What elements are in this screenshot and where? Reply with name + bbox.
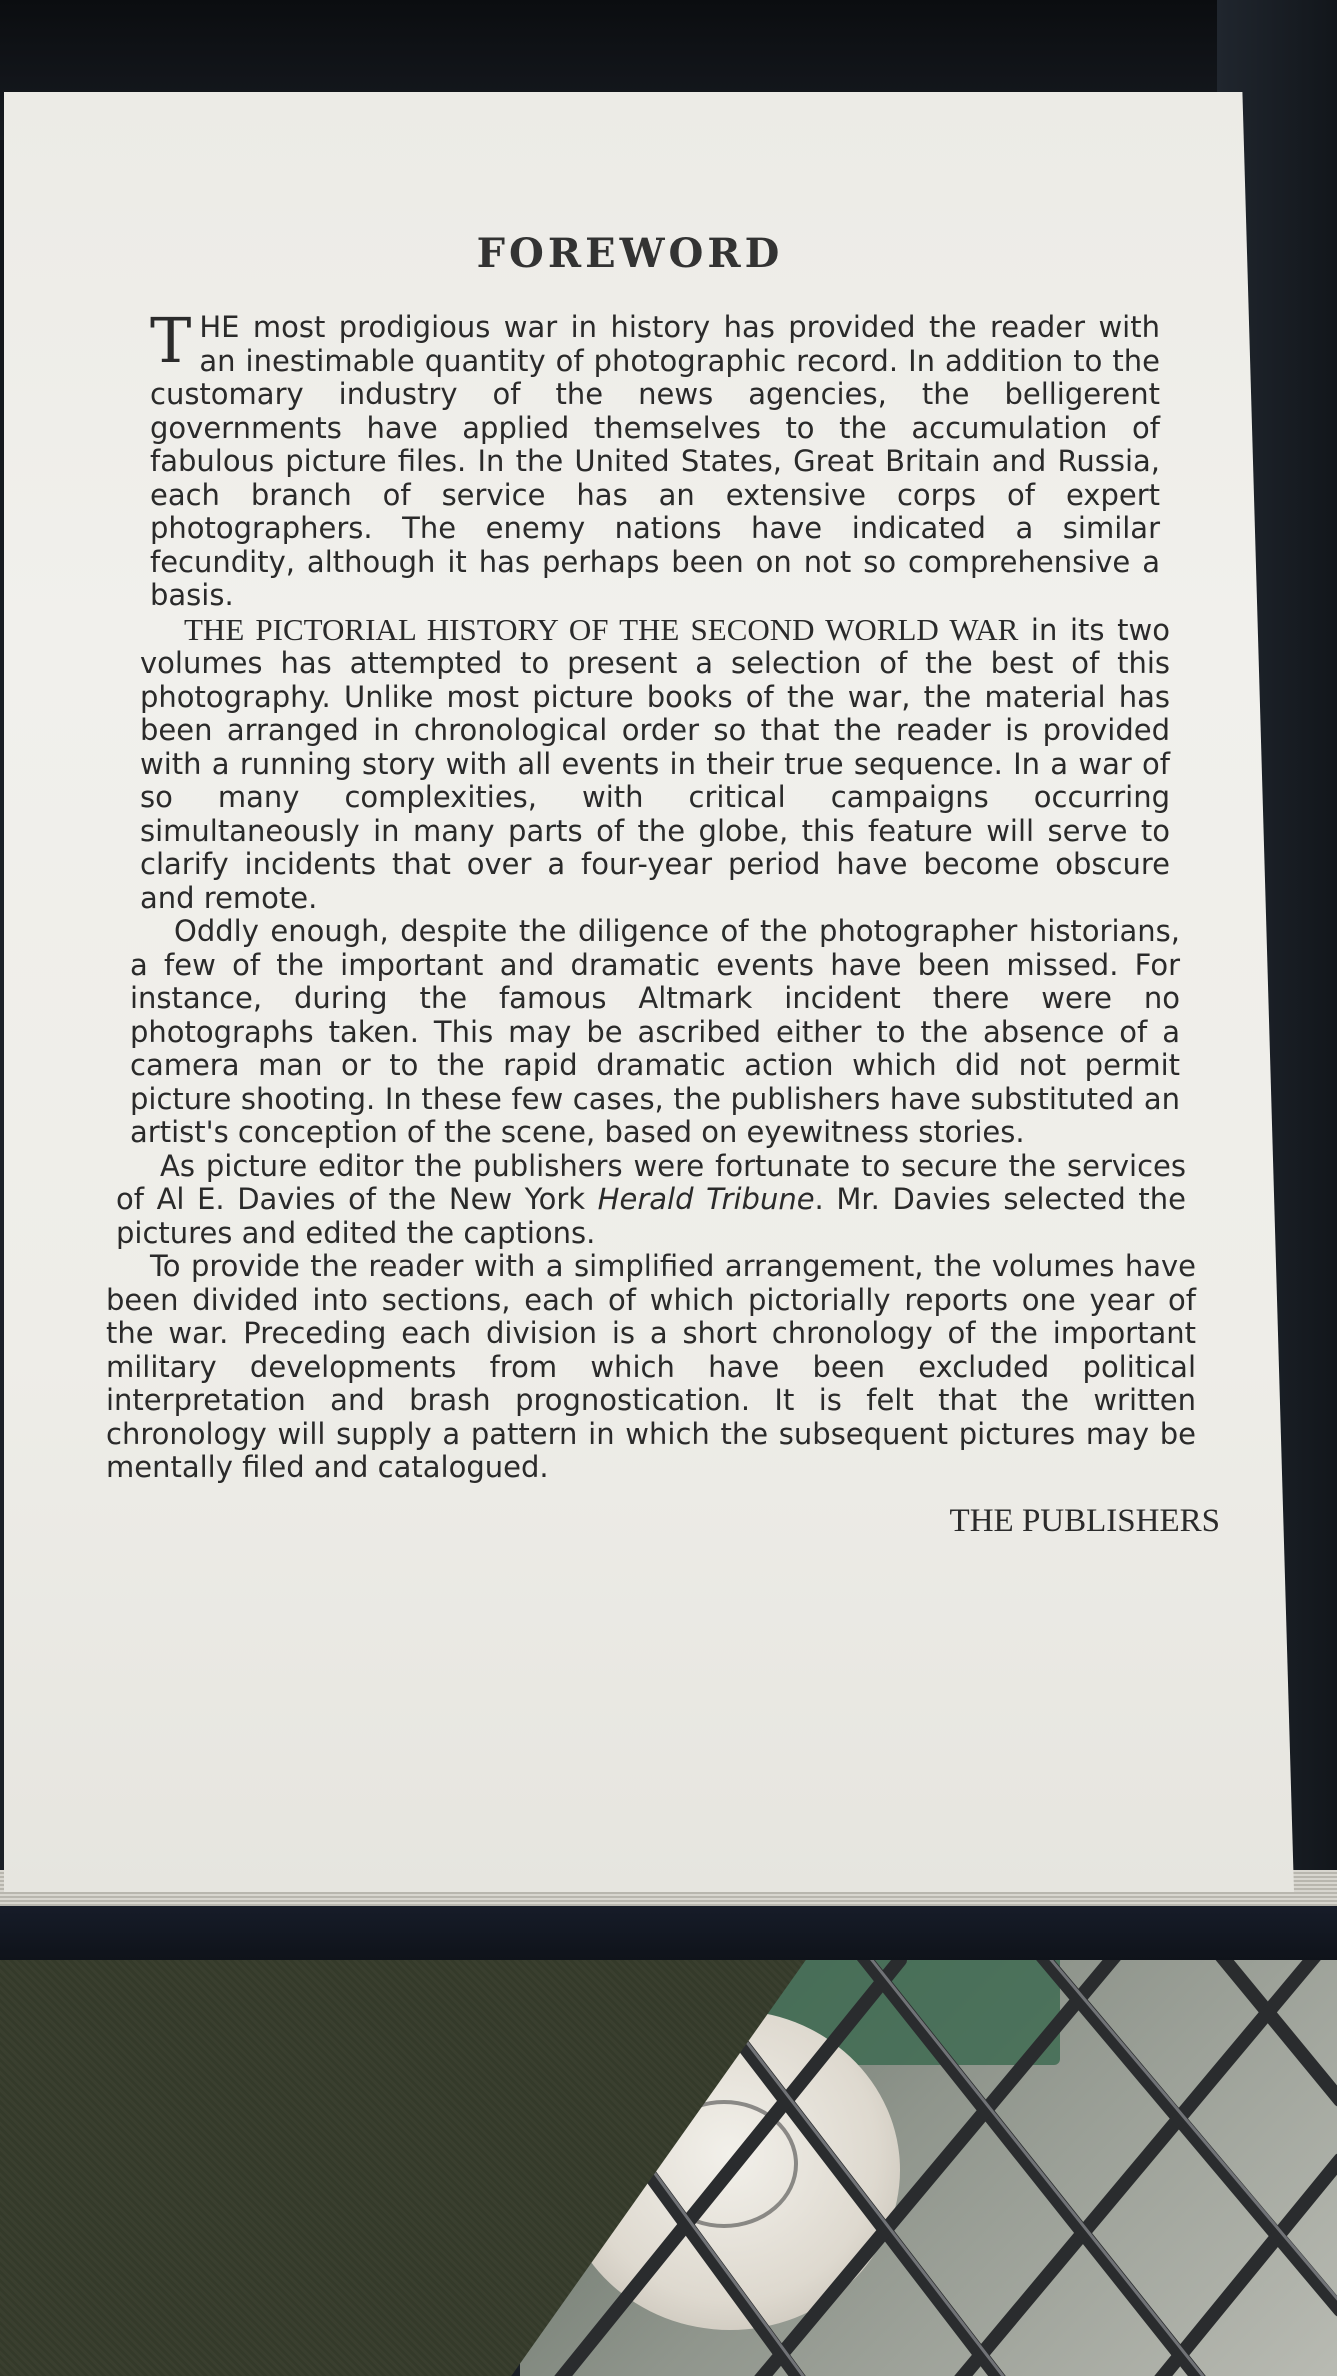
paragraph-2	[140, 613, 1170, 916]
paragraph-1	[150, 304, 1160, 613]
paragraph-4-text-a: As picture editor the publishers were fortunate to secure the services of Al E. Davies of the New York	[116, 1148, 1186, 1216]
book-title-caps: THE PICTORIAL HISTORY OF THE SECOND WORLD WAR	[184, 611, 1019, 647]
paragraph-3: Oddly enough, despite the diligence of the photographer historians, a few of the important and dramatic events have been missed. For instance, during the famous Altmark incident there were no photographs taken. This may be ascribed either to the absence of a camera man or to the rapid dramatic action which did not permit picture shooting. In these few cases, the publishers have substituted an artist's conception of the scene, based on eyewitness stories.	[130, 914, 1180, 1149]
paragraph-4	[116, 1150, 1186, 1251]
paragraph-2-text: in its two volumes has attempted to present a selection of the best of this photography. Unlike most picture books of the war, the material has been arranged in chronological order so that the reader is provided with a running story with all events in their true sequence. In a war of so many complexities, with critical campaigns occurring simultaneously in many parts of the globe, this feature will serve to clarify incidents that over a four-year period have become obscure and remote.	[140, 612, 1170, 915]
drop-cap: T	[150, 304, 192, 377]
newspaper-name: Herald Tribune	[597, 1182, 815, 1216]
paragraph-4-text-b: . Mr. Davies selected the pictures and edited the captions.	[116, 1182, 1186, 1250]
signature: THE PUBLISHERS	[949, 1502, 1220, 1539]
foreword-text	[100, 230, 1220, 1540]
paragraph-5: To provide the reader with a simplified arrangement, the volumes have been divided into sections, each of which pictorially reports one year of the war. Preceding each division is a short chronology of the important military developments from which have been excluded political interpretation and brash prognostication. It is felt that the written chronology will supply a pattern in which the subsequent pictures may be mentally filed and catalogued.	[106, 1249, 1196, 1484]
paragraph-1-text: HE most prodigious war in history has provided the reader with an inestimable quantity of photographic record. In addition to the customary industry of the news agencies, the belligerent governments have applied themselves to the accumulation of fabulous picture files. In the United States, Great Britain and Russia, each branch of service has an extensive corps of expert photographers. The enemy nations have indicated a similar fecundity, although it has perhaps been on not so comprehensive a basis.	[150, 310, 1160, 612]
page-title: FOREWORD	[476, 230, 784, 277]
